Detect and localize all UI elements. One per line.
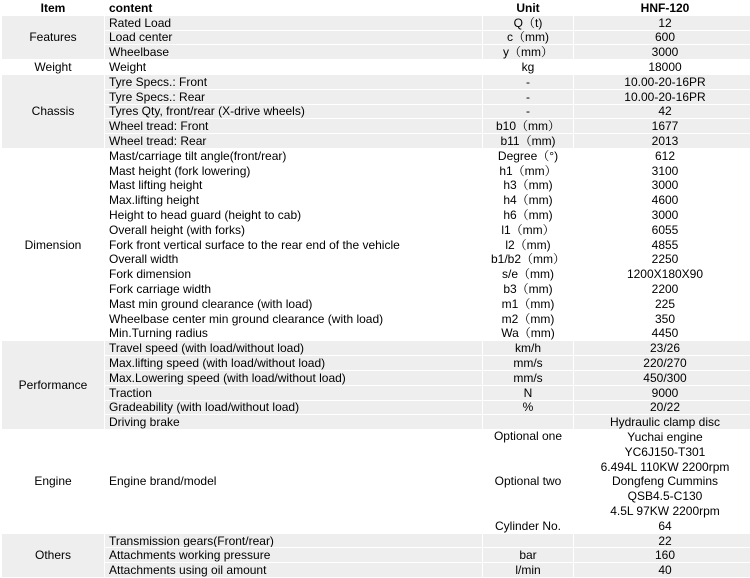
table-row xyxy=(2,415,750,430)
row-value: 3000 xyxy=(574,178,750,193)
table-row xyxy=(2,89,750,104)
group-others: Others xyxy=(2,533,105,577)
row-label: Max.Lowering speed (with load/without load) xyxy=(105,370,483,385)
table-row xyxy=(2,548,750,563)
table-row xyxy=(2,341,750,356)
row-label: Max.lifting speed (with load/without load) xyxy=(105,356,483,371)
table-row xyxy=(2,45,750,60)
row-value: 160 xyxy=(574,548,750,563)
group-performance: Performance xyxy=(2,341,105,430)
row-unit: b11（mm) xyxy=(483,134,574,149)
row-label: Max.lifting height xyxy=(105,193,483,208)
row-label: Wheelbase xyxy=(105,45,483,60)
row-value: 40 xyxy=(574,563,750,578)
engine-option-two-spec: 4.5L 97KW 2200rpm xyxy=(574,504,750,519)
row-label: Weight xyxy=(105,60,483,75)
row-unit: N xyxy=(483,385,574,400)
row-value: 12 xyxy=(574,15,750,30)
group-weight: Weight xyxy=(2,60,105,75)
row-unit: s/e（mm) xyxy=(483,267,574,282)
row-unit: y（mm） xyxy=(483,45,574,60)
header-content: content xyxy=(105,1,483,16)
row-unit: - xyxy=(483,104,574,119)
table-row xyxy=(2,74,750,89)
engine-option-one-brand: Yuchai engine xyxy=(574,430,750,445)
group-features: Features xyxy=(2,15,105,59)
table-row xyxy=(2,311,750,326)
table-row xyxy=(2,163,750,178)
spec-table xyxy=(1,0,750,578)
table-row xyxy=(2,119,750,134)
engine-option-one-model: YC6J150-T301 xyxy=(574,444,750,459)
row-unit: km/h xyxy=(483,341,574,356)
row-label: Wheel tread: Front xyxy=(105,119,483,134)
table-row xyxy=(2,400,750,415)
table-row xyxy=(2,15,750,30)
row-unit: h4（mm) xyxy=(483,193,574,208)
row-value: 600 xyxy=(574,30,750,45)
engine-option-one-label: Optional one xyxy=(483,430,574,474)
table-row xyxy=(2,430,750,445)
table-row xyxy=(2,385,750,400)
row-label: Driving brake xyxy=(105,415,483,430)
table-row xyxy=(2,356,750,371)
table-row xyxy=(2,208,750,223)
group-engine: Engine xyxy=(2,430,105,534)
row-unit: % xyxy=(483,400,574,415)
row-unit: h6（mm) xyxy=(483,208,574,223)
row-label: Height to head guard (height to cab) xyxy=(105,208,483,223)
table-row xyxy=(2,326,750,341)
row-unit: kg xyxy=(483,60,574,75)
row-value: 1200X180X90 xyxy=(574,267,750,282)
row-unit: l1（mm） xyxy=(483,222,574,237)
group-chassis: Chassis xyxy=(2,74,105,148)
row-unit: m2（mm) xyxy=(483,311,574,326)
table-row xyxy=(2,60,750,75)
row-unit: Wa（mm) xyxy=(483,326,574,341)
row-unit: - xyxy=(483,89,574,104)
row-value: 10.00-20-16PR xyxy=(574,89,750,104)
row-label: Wheel tread: Rear xyxy=(105,134,483,149)
row-value: 23/26 xyxy=(574,341,750,356)
row-label: Rated Load xyxy=(105,15,483,30)
row-value: 20/22 xyxy=(574,400,750,415)
row-label: Overall width xyxy=(105,252,483,267)
row-unit: mm/s xyxy=(483,356,574,371)
row-label: Fork dimension xyxy=(105,267,483,282)
row-unit xyxy=(483,415,574,430)
row-unit: mm/s xyxy=(483,370,574,385)
table-row xyxy=(2,237,750,252)
row-label: Fork front vertical surface to the rear end of the vehicle xyxy=(105,237,483,252)
row-value: 18000 xyxy=(574,60,750,75)
row-label: Transmission gears(Front/rear) xyxy=(105,533,483,548)
engine-option-one-spec: 6.494L 110KW 2200rpm xyxy=(574,459,750,474)
engine-option-two-brand: Dongfeng Cummins xyxy=(574,474,750,489)
row-label: Attachments using oil amount xyxy=(105,563,483,578)
row-unit: Degree（°) xyxy=(483,148,574,163)
row-value: 6055 xyxy=(574,222,750,237)
row-label: Mast lifting height xyxy=(105,178,483,193)
row-label: Min.Turning radius xyxy=(105,326,483,341)
row-label: Mast height (fork lowering) xyxy=(105,163,483,178)
row-value: 4855 xyxy=(574,237,750,252)
row-label: Gradeability (with load/without load) xyxy=(105,400,483,415)
row-unit xyxy=(483,533,574,548)
row-unit: l/min xyxy=(483,563,574,578)
row-label: Fork carriage width xyxy=(105,282,483,297)
row-label: Mast/carriage tilt angle(front/rear) xyxy=(105,148,483,163)
row-unit: m1（mm) xyxy=(483,296,574,311)
row-label: Wheelbase center min ground clearance (with load) xyxy=(105,311,483,326)
header-unit: Unit xyxy=(483,1,574,16)
header-model: HNF-120 xyxy=(574,1,750,16)
row-value: 225 xyxy=(574,296,750,311)
row-label: Overall height (with forks) xyxy=(105,222,483,237)
row-value: 42 xyxy=(574,104,750,119)
row-unit: l2（mm) xyxy=(483,237,574,252)
table-row xyxy=(2,296,750,311)
table-row xyxy=(2,563,750,578)
header-item: Item xyxy=(2,1,105,16)
row-value: 2200 xyxy=(574,282,750,297)
group-dimension: Dimension xyxy=(2,148,105,340)
table-row xyxy=(2,104,750,119)
row-label: Attachments working pressure xyxy=(105,548,483,563)
row-unit: h3（mm) xyxy=(483,178,574,193)
row-unit: bar xyxy=(483,548,574,563)
engine-option-two-label: Optional two xyxy=(483,474,574,518)
table-row xyxy=(2,178,750,193)
row-label: Travel speed (with load/without load) xyxy=(105,341,483,356)
row-label: Load center xyxy=(105,30,483,45)
row-value: Hydraulic clamp disc xyxy=(574,415,750,430)
row-value: 2013 xyxy=(574,134,750,149)
table-row xyxy=(2,193,750,208)
row-value: 22 xyxy=(574,533,750,548)
table-row xyxy=(2,282,750,297)
table-row xyxy=(2,222,750,237)
row-unit: Q（t) xyxy=(483,15,574,30)
engine-option-two-model: QSB4.5-C130 xyxy=(574,489,750,504)
row-value: 3100 xyxy=(574,163,750,178)
table-row xyxy=(2,148,750,163)
row-unit: b10（mm） xyxy=(483,119,574,134)
row-unit: - xyxy=(483,74,574,89)
row-value: 3000 xyxy=(574,208,750,223)
row-value: 450/300 xyxy=(574,370,750,385)
engine-cylinder-value: 64 xyxy=(574,518,750,533)
row-label: Traction xyxy=(105,385,483,400)
row-unit: c（mm) xyxy=(483,30,574,45)
row-label: Mast min ground clearance (with load) xyxy=(105,296,483,311)
row-value: 2250 xyxy=(574,252,750,267)
row-value: 350 xyxy=(574,311,750,326)
row-value: 9000 xyxy=(574,385,750,400)
table-row xyxy=(2,267,750,282)
table-row xyxy=(2,533,750,548)
row-label: Tyre Specs.: Front xyxy=(105,74,483,89)
row-value: 3000 xyxy=(574,45,750,60)
table-row xyxy=(2,134,750,149)
row-unit: h1（mm） xyxy=(483,163,574,178)
engine-cylinder-label: Cylinder No. xyxy=(483,518,574,533)
row-value: 612 xyxy=(574,148,750,163)
row-unit: b1/b2（mm） xyxy=(483,252,574,267)
table-row xyxy=(2,252,750,267)
row-value: 220/270 xyxy=(574,356,750,371)
header-row xyxy=(2,1,750,16)
row-value: 1677 xyxy=(574,119,750,134)
row-value: 10.00-20-16PR xyxy=(574,74,750,89)
row-unit: b3（mm) xyxy=(483,282,574,297)
table-row xyxy=(2,30,750,45)
engine-content: Engine brand/model xyxy=(105,430,483,534)
row-value: 4600 xyxy=(574,193,750,208)
row-value: 4450 xyxy=(574,326,750,341)
table-row xyxy=(2,370,750,385)
row-label: Tyre Specs.: Rear xyxy=(105,89,483,104)
row-label: Tyres Qty, front/rear (X-drive wheels) xyxy=(105,104,483,119)
